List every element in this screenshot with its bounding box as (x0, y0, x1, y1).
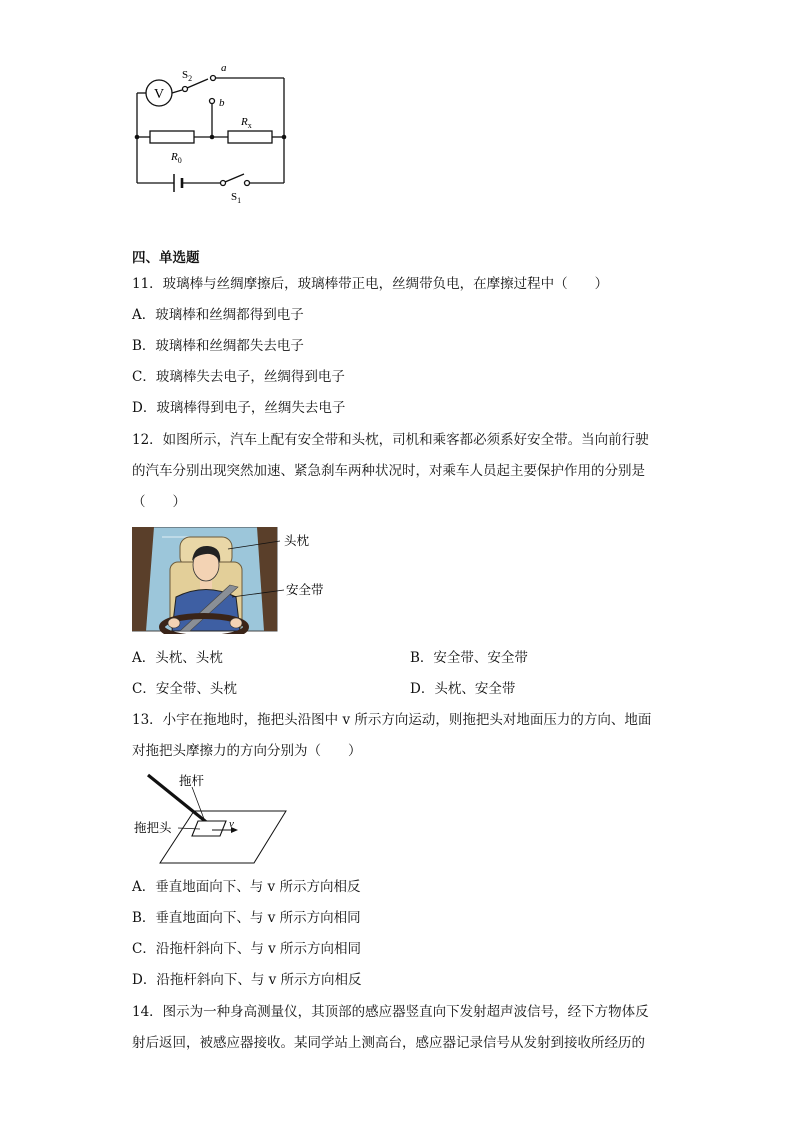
section-title: 四、单选题 (132, 250, 200, 266)
q12-stem-line1: 12．如图所示，汽车上配有安全带和头枕，司机和乘客都必须系好安全带。当向前行驶 (132, 432, 649, 448)
s1-label: $S_1$ (231, 191, 242, 205)
voltmeter-label: V (153, 87, 165, 102)
q13-option-c: C．沿拖杆斜向下、与 v 所示方向相同 (132, 941, 362, 957)
q14-stem-line2: 射后返回，被感应器接收。某同学站上测高台，感应器记录信号从发射到接收所经历的 (132, 1035, 645, 1051)
q13-option-b: B．垂直地面向下、与 v 所示方向相同 (132, 910, 361, 926)
mop-diagram (132, 773, 297, 873)
label-pole: 拖杆 (179, 774, 205, 788)
label-seatbelt: 安全带 (286, 583, 324, 597)
label-v: v (229, 818, 234, 830)
q13-option-d: D．沿拖杆斜向下、与 v 所示方向相反 (132, 972, 362, 988)
q12-option-c: C．安全带、头枕 (132, 681, 237, 697)
q14-stem-line1: 14．图示为一种身高测量仪，其顶部的感应器竖直向下发射超声波信号，经下方物体反 (132, 1004, 649, 1020)
s2-label: $S_2$ (182, 69, 193, 83)
q12-option-d: D．头枕、安全带 (410, 681, 516, 697)
q12-option-b: B．安全带、安全带 (410, 650, 528, 666)
q12-stem-line2: 的汽车分别出现突然加速、紧急刹车两种状况时，对乘车人员起主要保护作用的分别是 (132, 463, 645, 479)
circuit-diagram (128, 58, 298, 208)
label-mop-head: 拖把头 (134, 821, 172, 835)
q13-stem-line1: 13．小宇在拖地时，拖把头沿图中 v 所示方向运动，则拖把头对地面压力的方向、地面 (132, 712, 652, 728)
label-headrest: 头枕 (284, 534, 310, 548)
q12-stem-line3: （ ） (132, 494, 186, 510)
contact-a-label: a (221, 62, 227, 74)
rx-label: $R_x$ (241, 116, 252, 130)
q11-stem: 11．玻璃棒与丝绸摩擦后，玻璃棒带正电，丝绸带负电，在摩擦过程中（ ） (132, 276, 609, 292)
q13-stem-line2: 对拖把头摩擦力的方向分别为（ ） (132, 743, 362, 759)
q11-option-d: D．玻璃棒得到电子，丝绸失去电子 (132, 400, 346, 416)
contact-b-label: b (219, 97, 225, 109)
q11-option-b: B．玻璃棒和丝绸都失去电子 (132, 338, 304, 354)
q12-option-a: A．头枕、头枕 (132, 650, 223, 666)
r0-label: $R_0$ (171, 151, 182, 165)
car-driver-illustration (132, 527, 337, 634)
q13-option-a: A．垂直地面向下、与 v 所示方向相反 (132, 879, 361, 895)
q11-option-a: A．玻璃棒和丝绸都得到电子 (132, 307, 304, 323)
q11-option-c: C．玻璃棒失去电子，丝绸得到电子 (132, 369, 345, 385)
